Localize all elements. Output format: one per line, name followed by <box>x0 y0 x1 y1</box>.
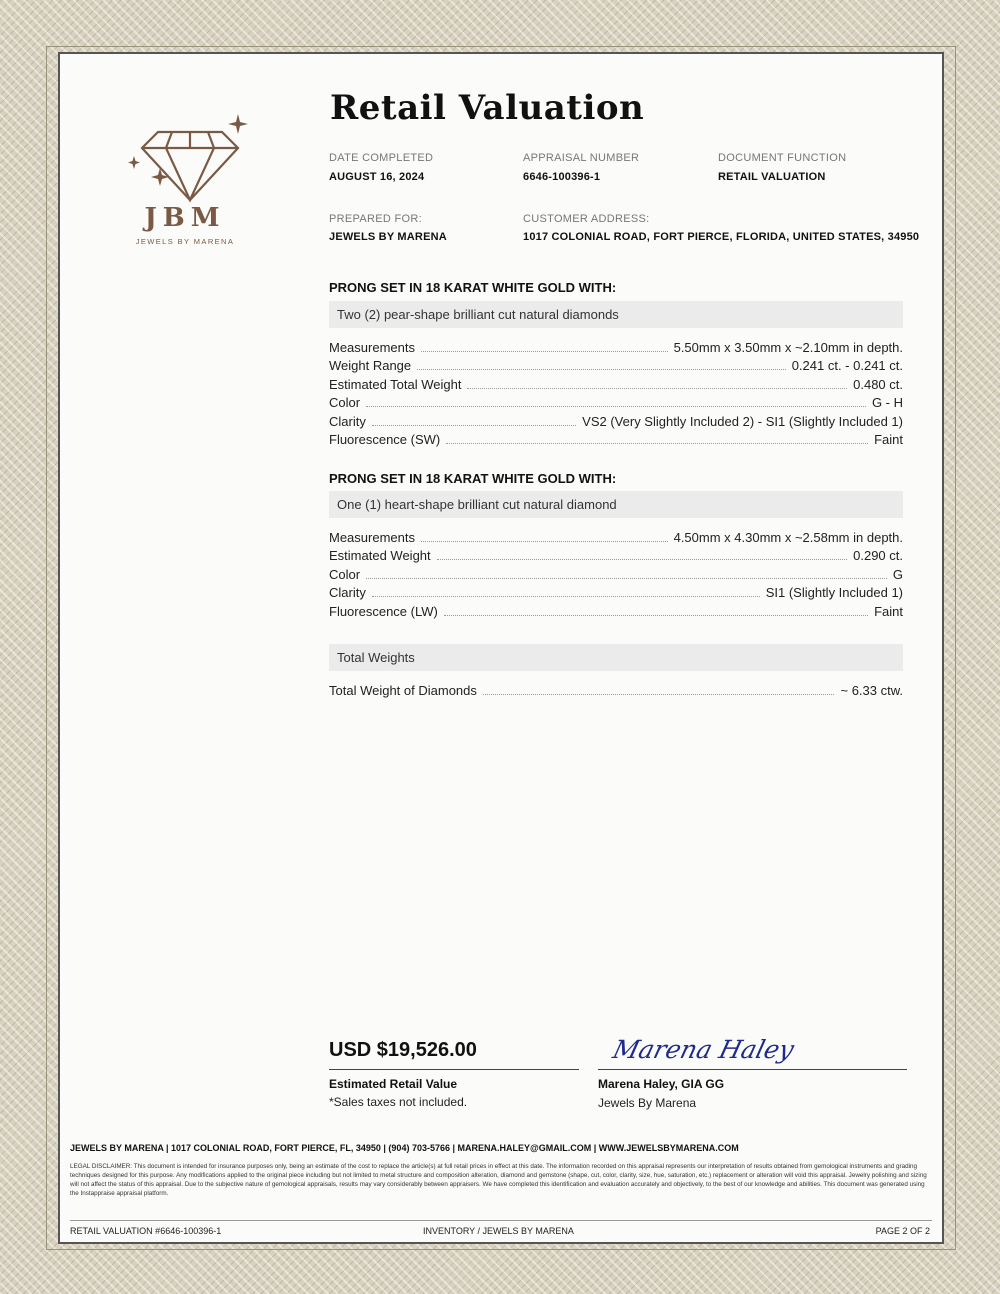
spec-row <box>329 530 903 548</box>
logo-brand: JBM <box>144 203 226 233</box>
section-heading: PRONG SET IN 18 KARAT WHITE GOLD WITH: <box>329 280 617 295</box>
leader-dots <box>417 369 786 370</box>
spec-row <box>329 358 903 376</box>
spec-row <box>329 414 903 432</box>
customer-address-value: 1017 COLONIAL ROAD, FORT PIERCE, FLORIDA, UNITED STATES, 34950 <box>523 231 920 243</box>
page-title: Retail Valuation <box>330 88 645 128</box>
footer-rule <box>70 1220 932 1221</box>
spec-value: 5.50mm x 3.50mm x ~2.10mm in depth. <box>673 340 903 355</box>
spec-value: VS2 (Very Slightly Included 2) - SI1 (Slightly Included 1) <box>582 414 903 429</box>
signature <box>608 1024 798 1070</box>
spec-label: Fluorescence (SW) <box>329 432 441 447</box>
spec-row <box>329 432 903 450</box>
spec-value: 4.50mm x 4.30mm x ~2.58mm in depth. <box>673 530 903 545</box>
spec-value: Faint <box>874 604 903 619</box>
leader-dots <box>483 694 835 695</box>
section-description: Two (2) pear-shape brilliant cut natural diamonds <box>329 301 903 328</box>
leader-dots <box>372 596 760 597</box>
footer-reference: RETAIL VALUATION #6646-100396-1 <box>70 1226 222 1236</box>
spec-label: Estimated Total Weight <box>329 377 462 392</box>
leader-dots <box>444 615 868 616</box>
leader-dots <box>467 388 847 389</box>
sparkle-icon <box>128 114 248 186</box>
prepared-for-label: PREPARED FOR: <box>329 213 422 225</box>
tax-note: *Sales taxes not included. <box>329 1095 468 1109</box>
appraiser-company: Jewels By Marena <box>598 1096 697 1110</box>
spec-value: G - H <box>871 395 903 410</box>
spec-label: Weight Range <box>329 358 412 373</box>
spec-value: 0.241 ct. - 0.241 ct. <box>791 358 903 373</box>
legal-disclaimer: LEGAL DISCLAIMER: This document is intended for insurance purposes only, being an estimate of the cost to replace the article(s) at full retail prices in effect at this date. The information recorded on this appraisal represents our interpretation of results obtained from gemological instruments and grading techniques designed for this purpose. Any modifications applied to the original piece including but not limited to metal structure and composition alteration, diamond and gemstone (shape, cut, color, clarity, size, hue, saturation, etc.) replacement or alteration will void this appraisal. Jewelry polishing and sizing will not affect the status of this appraisal. Due to the subjective nature of gemological appraisals, results may vary considerably between appraisers. We have completed this identification and evaluation accurately and objectively, to the best of our knowledge and abilities. This document was generated using the Instappraise appraisal platform. <box>70 1163 927 1197</box>
appraisal-number-label: APPRAISAL NUMBER <box>523 152 640 164</box>
footer-contact: JEWELS BY MARENA | 1017 COLONIAL ROAD, FORT PIERCE, FL, 34950 | (904) 703-5766 | MARENA.HALEY@GMAIL.COM | WWW.JEWELSBYMARENA.COM <box>70 1143 739 1153</box>
prepared-for-value: JEWELS BY MARENA <box>329 231 447 243</box>
document-function-label: DOCUMENT FUNCTION <box>718 152 847 164</box>
signature-text: Marena Haley <box>610 1034 798 1064</box>
leader-dots <box>366 578 887 579</box>
total-label: Total Weight of Diamonds <box>329 683 477 698</box>
spec-row <box>329 604 903 622</box>
logo <box>120 104 250 254</box>
total-row <box>329 683 903 701</box>
spec-row <box>329 340 903 358</box>
leader-dots <box>446 443 868 444</box>
spec-row <box>329 548 903 566</box>
date-completed-label: DATE COMPLETED <box>329 152 434 164</box>
leader-dots <box>372 425 576 426</box>
spec-label: Measurements <box>329 530 415 545</box>
logo-tagline: JEWELS BY MARENA <box>135 237 235 246</box>
spec-label: Measurements <box>329 340 415 355</box>
signature-rule <box>598 1069 907 1070</box>
leader-dots <box>421 351 668 352</box>
section-description: One (1) heart-shape brilliant cut natural diamond <box>329 491 903 518</box>
spec-label: Color <box>329 567 361 582</box>
diamond-icon <box>142 132 238 200</box>
spec-row <box>329 395 903 413</box>
spec-value: Faint <box>874 432 903 447</box>
spec-value: 0.480 ct. <box>853 377 903 392</box>
spec-label: Clarity <box>329 585 366 600</box>
spec-row <box>329 377 903 395</box>
spec-row <box>329 567 903 585</box>
leader-dots <box>366 406 866 407</box>
spec-value: G <box>892 567 903 582</box>
spec-row <box>329 585 903 603</box>
spec-label: Estimated Weight <box>329 548 431 563</box>
customer-address-label: CUSTOMER ADDRESS: <box>523 213 650 225</box>
document-function-value: RETAIL VALUATION <box>718 171 826 183</box>
leader-dots <box>421 541 668 542</box>
leader-dots <box>437 559 847 560</box>
price-rule <box>329 1069 579 1070</box>
spec-value: SI1 (Slightly Included 1) <box>765 585 903 600</box>
spec-label: Clarity <box>329 414 366 429</box>
retail-price: USD $19,526.00 <box>329 1039 477 1061</box>
estimated-value-label: Estimated Retail Value <box>329 1077 458 1091</box>
section-heading: PRONG SET IN 18 KARAT WHITE GOLD WITH: <box>329 471 617 486</box>
spec-label: Color <box>329 395 361 410</box>
spec-value: 0.290 ct. <box>853 548 903 563</box>
date-completed-value: AUGUST 16, 2024 <box>329 171 425 183</box>
footer-inventory: INVENTORY / JEWELS BY MARENA <box>423 1226 574 1236</box>
page-number: PAGE 2 OF 2 <box>875 1226 930 1236</box>
appraiser-name: Marena Haley, GIA GG <box>598 1077 725 1091</box>
totals-heading: Total Weights <box>329 644 903 671</box>
spec-label: Fluorescence (LW) <box>329 604 438 619</box>
appraisal-number-value: 6646-100396-1 <box>523 171 601 183</box>
total-value: ~ 6.33 ctw. <box>840 683 903 698</box>
